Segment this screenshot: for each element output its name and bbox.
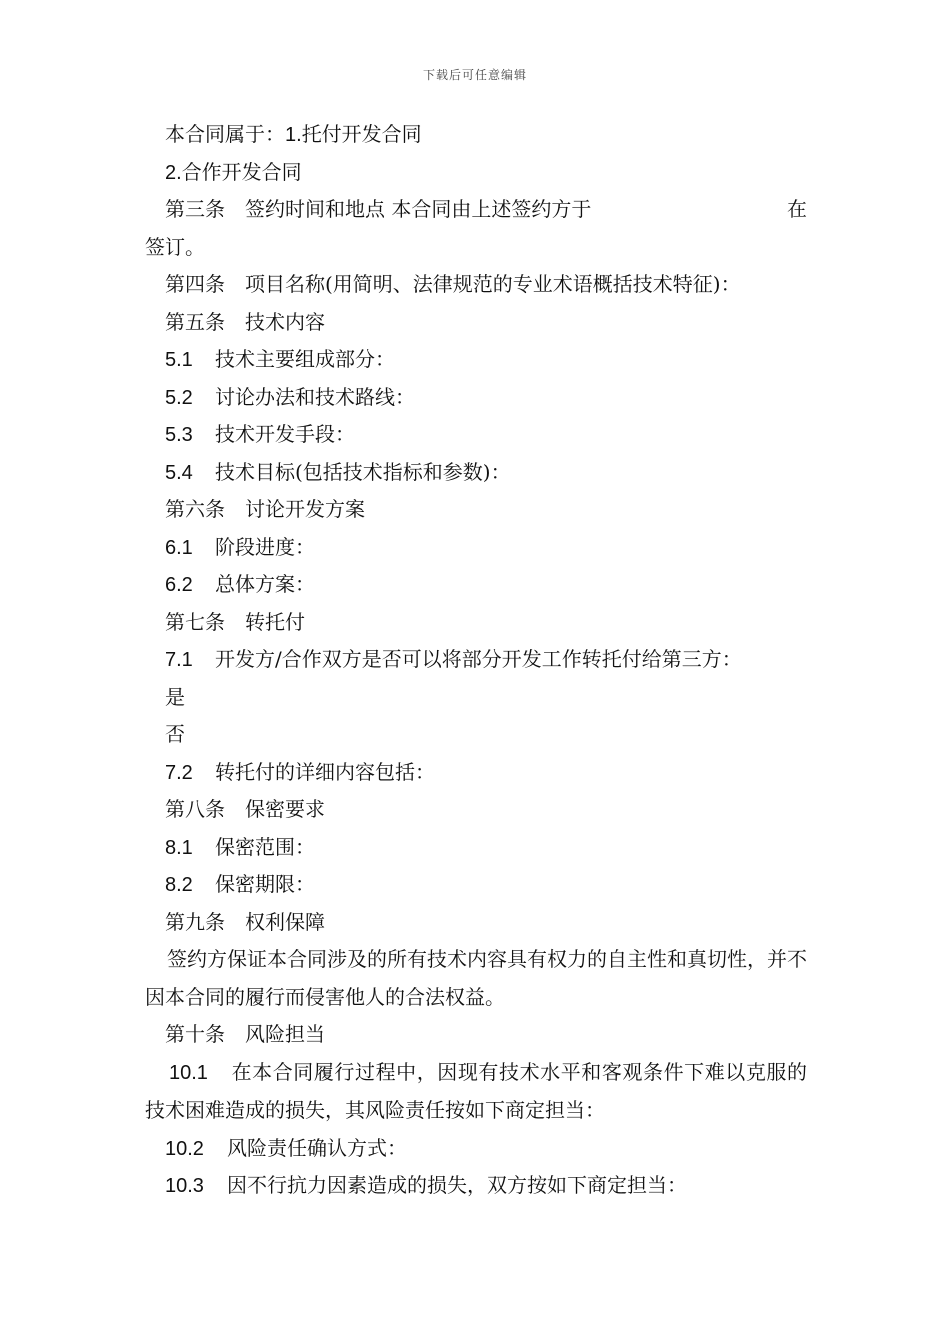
- contract-type-option-2-line: [145, 154, 807, 192]
- contract-type-num-2: 2.: [165, 161, 182, 184]
- section-7-2: [145, 754, 807, 792]
- article-6-text: 讨论开发方案: [245, 497, 365, 521]
- option-yes: 是: [165, 684, 185, 709]
- article-9-paragraph: 签约方保证本合同涉及的所有技术内容具有权力的自主性和真切性，并不因本合同的履行而侵害他人的合法权益。: [145, 947, 807, 1009]
- section-7-1-text: 开发方/合作双方是否可以将部分开发工作转托付给第三方：: [215, 647, 742, 671]
- section-5-3-num: 5.3: [165, 424, 193, 446]
- article-7-line: [145, 604, 807, 642]
- option-no: 否: [165, 722, 185, 746]
- section-8-1: [145, 829, 807, 867]
- section-8-1-text: 保密范围：: [215, 834, 315, 859]
- section-7-2-text: 转托付的详细内容包括：: [215, 759, 435, 784]
- article-10-title: 第十条: [165, 1022, 225, 1046]
- section-5-1-text: 技术主要组成部分：: [215, 347, 395, 371]
- section-8-1-num: 8.1: [165, 836, 193, 859]
- section-7-1-num: 7.1: [165, 649, 193, 671]
- section-5-3: [145, 416, 807, 454]
- section-5-1: [145, 341, 807, 379]
- article-9-title: 第九条: [165, 909, 225, 934]
- section-5-1-num: 5.1: [165, 349, 193, 371]
- section-10-1: [145, 1054, 807, 1130]
- article-3-title: 第三条: [165, 197, 225, 221]
- document-body: [145, 116, 807, 1205]
- article-9-text: 权利保障: [245, 909, 325, 934]
- article-3-text: 签约时间和地点 本合同由上述签约方于: [245, 197, 592, 221]
- section-7-2-num: 7.2: [165, 761, 193, 784]
- section-6-1-num: 6.1: [165, 536, 193, 559]
- article-5-line: [145, 304, 807, 342]
- section-8-2: [145, 866, 807, 904]
- contract-type-line: [145, 116, 807, 154]
- article-8-text: 保密要求: [245, 797, 325, 821]
- section-5-3-text: 技术开发手段：: [215, 422, 355, 446]
- section-10-3: [145, 1167, 807, 1205]
- section-5-4: [145, 454, 807, 492]
- section-8-2-num: 8.2: [165, 874, 193, 896]
- article-10-text: 风险担当: [245, 1022, 325, 1046]
- section-10-3-text: 因不行抗力因素造成的损失，双方按如下商定担当：: [227, 1173, 687, 1197]
- contract-type-num-1: 1.: [285, 124, 302, 146]
- article-6-title: 第六条: [165, 497, 225, 521]
- section-8-2-text: 保密期限：: [215, 872, 315, 896]
- page-header: 下载后可任意编辑: [422, 68, 527, 82]
- article-6-line: [145, 491, 807, 529]
- article-8-line: [145, 791, 807, 829]
- section-6-2: [145, 566, 807, 604]
- section-5-2-text: 讨论办法和技术路线：: [215, 384, 415, 409]
- article-9-line: [145, 904, 807, 942]
- section-5-2-num: 5.2: [165, 386, 193, 409]
- section-5-4-text: 技术目标(包括技术指标和参数)：: [215, 459, 511, 484]
- article-8-title: 第八条: [165, 797, 225, 821]
- section-6-1-text: 阶段进度：: [215, 534, 315, 559]
- section-10-2-num: 10.2: [165, 1137, 204, 1160]
- article-4-title: 第四条: [165, 272, 225, 296]
- article-10-line: [145, 1016, 807, 1054]
- article-7-title: 第七条: [165, 609, 225, 634]
- contract-type-prefix: 本合同属于：: [165, 122, 285, 146]
- article-5-title: 第五条: [165, 309, 225, 334]
- article-3-continuation: 签订。: [145, 234, 205, 259]
- section-6-1: [145, 529, 807, 567]
- article-5-text: 技术内容: [245, 309, 325, 334]
- article-3-end: 在: [787, 197, 807, 221]
- section-6-2-num: 6.2: [165, 574, 193, 596]
- section-10-2: [145, 1130, 807, 1168]
- section-5-2: [145, 379, 807, 417]
- contract-type-option-2: 合作开发合同: [181, 159, 302, 184]
- section-10-1-num: 10.1: [169, 1061, 208, 1084]
- section-10-1-text: 在本合同履行过程中，因现有技术水平和客观条件下难以克服的技术困难造成的损失，其风险责任按如下商定担当：: [145, 1059, 807, 1122]
- section-10-2-text: 风险责任确认方式：: [227, 1135, 407, 1160]
- article-4-text: 项目名称(用简明、法律规范的专业术语概括技术特征)：: [245, 272, 741, 296]
- section-7-1: [145, 641, 807, 679]
- contract-type-option-1: 托付开发合同: [301, 122, 422, 146]
- article-7-text: 转托付: [245, 609, 305, 634]
- section-10-3-num: 10.3: [165, 1175, 204, 1197]
- article-3-line: [145, 191, 807, 229]
- section-6-2-text: 总体方案：: [215, 572, 315, 596]
- section-5-4-num: 5.4: [165, 461, 193, 484]
- article-4-line: [145, 266, 807, 304]
